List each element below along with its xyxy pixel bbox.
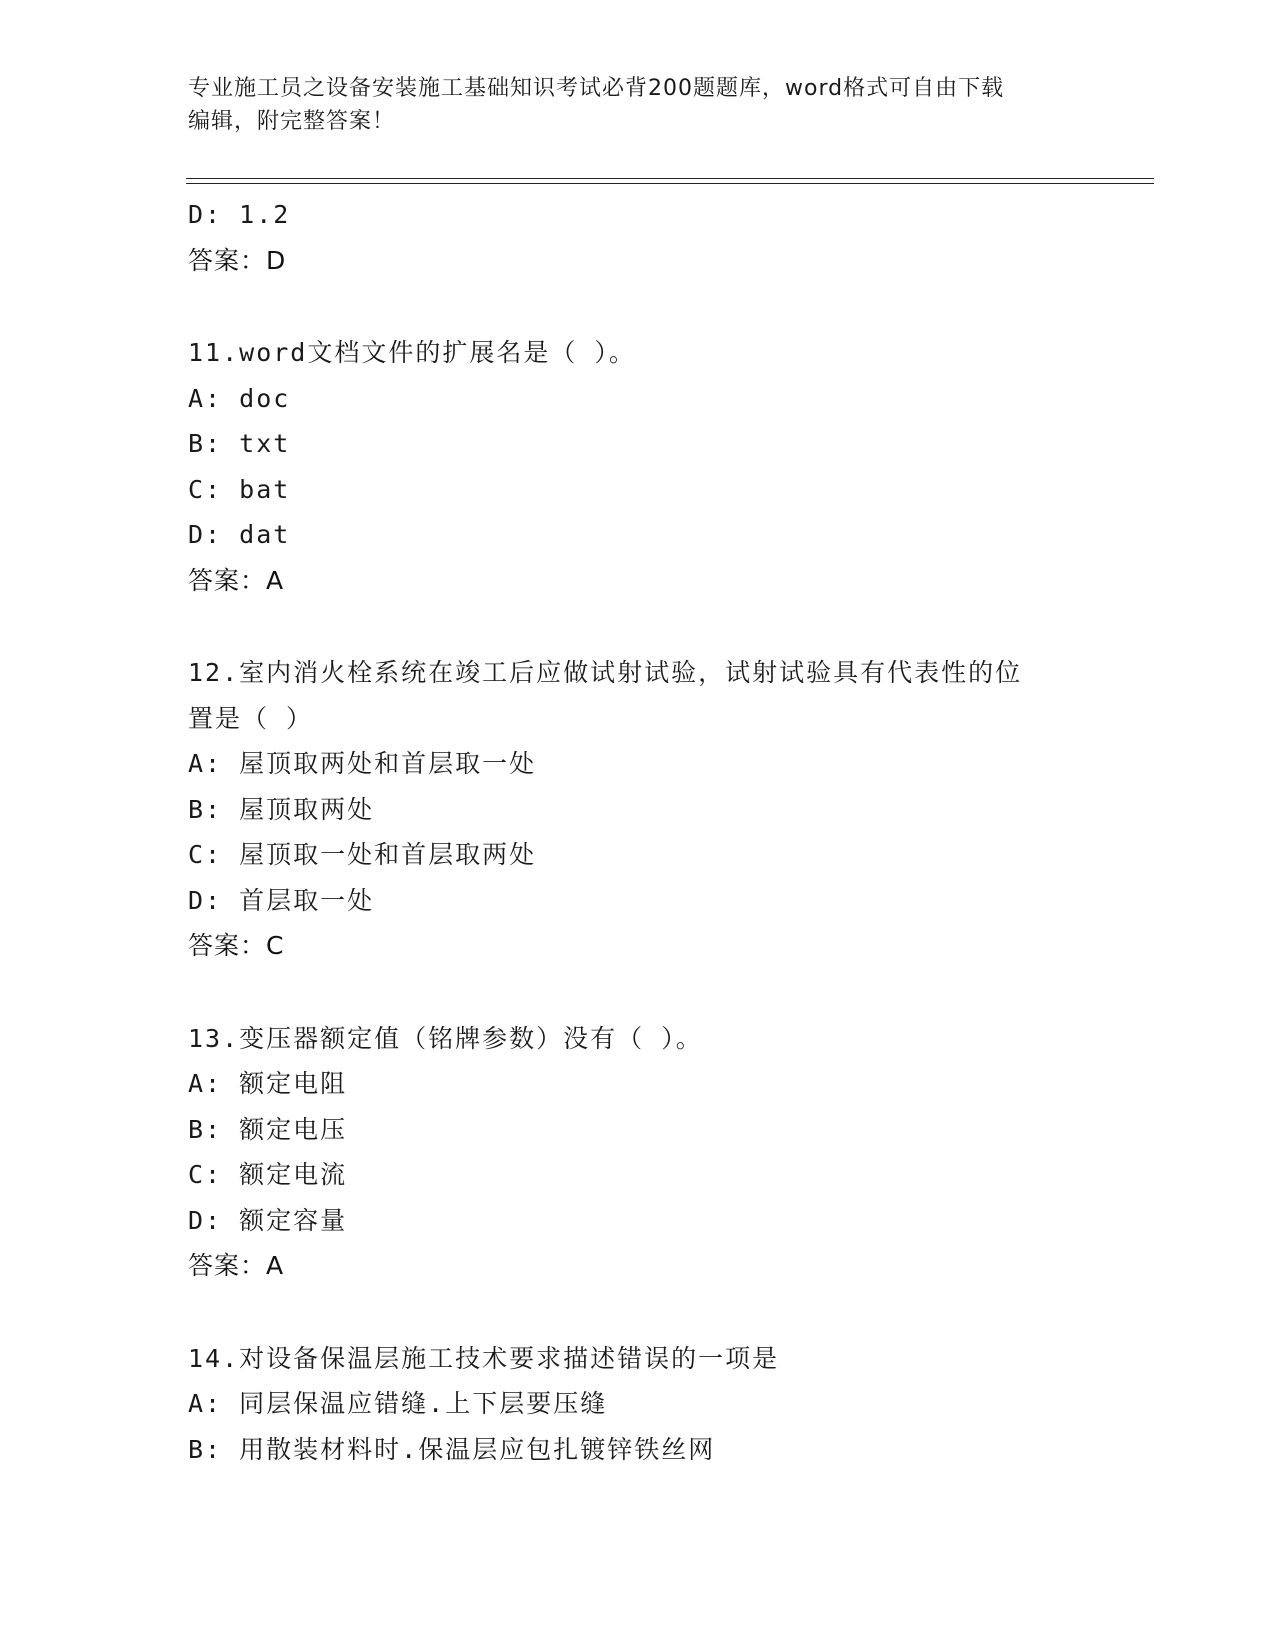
question-list <box>188 192 1088 1472</box>
question-stem: 12.室内消火栓系统在竣工后应做试射试验，试射试验具有代表性的位 <box>188 658 1023 687</box>
option-d: D: dat <box>188 520 291 549</box>
option-a: A: 同层保温应错缝.上下层要压缝 <box>188 1389 608 1418</box>
question-stem-continued: 置是（ ） <box>188 703 314 733</box>
option-b: B: 额定电压 <box>188 1114 348 1144</box>
option-b: B: txt <box>188 429 291 458</box>
option-a: A: 屋顶取两处和首层取一处 <box>188 749 537 778</box>
option-d: D: 首层取一处 <box>188 885 375 915</box>
answer: 答案：A <box>188 565 285 595</box>
option-b: B: 屋顶取两处 <box>188 794 375 824</box>
option-d: D: 额定容量 <box>188 1205 348 1235</box>
option-b: B: 用散装材料时.保温层应包扎镀锌铁丝网 <box>188 1434 716 1464</box>
spacer <box>188 969 1088 1016</box>
answer: 答案：C <box>188 931 285 960</box>
option-c: C: 屋顶取一处和首层取两处 <box>188 840 537 869</box>
option-c: C: bat <box>188 474 291 504</box>
spacer <box>188 1289 1088 1336</box>
header-line-1: 专业施工员之设备安装施工基础知识考试必背200题题库，word格式可自由下载 <box>188 76 1005 101</box>
spacer <box>188 603 1088 650</box>
option-d: D: 1.2 <box>188 200 291 229</box>
option-a: A: 额定电阻 <box>188 1069 348 1098</box>
header-divider-top <box>186 178 1154 179</box>
header-divider-bottom <box>186 183 1154 184</box>
question-stem: 11.word文档文件的扩展名是（ ）。 <box>188 338 636 367</box>
question-stem: 14.对设备保温层施工技术要求描述错误的一项是 <box>188 1343 780 1373</box>
question-stem: 13.变压器额定值（铭牌参数）没有（ ）。 <box>188 1023 703 1053</box>
answer: 答案：D <box>188 245 287 275</box>
document-header <box>188 72 1068 138</box>
spacer <box>188 283 1088 330</box>
answer: 答案：A <box>188 1251 285 1280</box>
option-a: A: doc <box>188 383 291 413</box>
option-c: C: 额定电流 <box>188 1160 348 1189</box>
header-line-2: 编辑，附完整答案！ <box>188 109 396 134</box>
